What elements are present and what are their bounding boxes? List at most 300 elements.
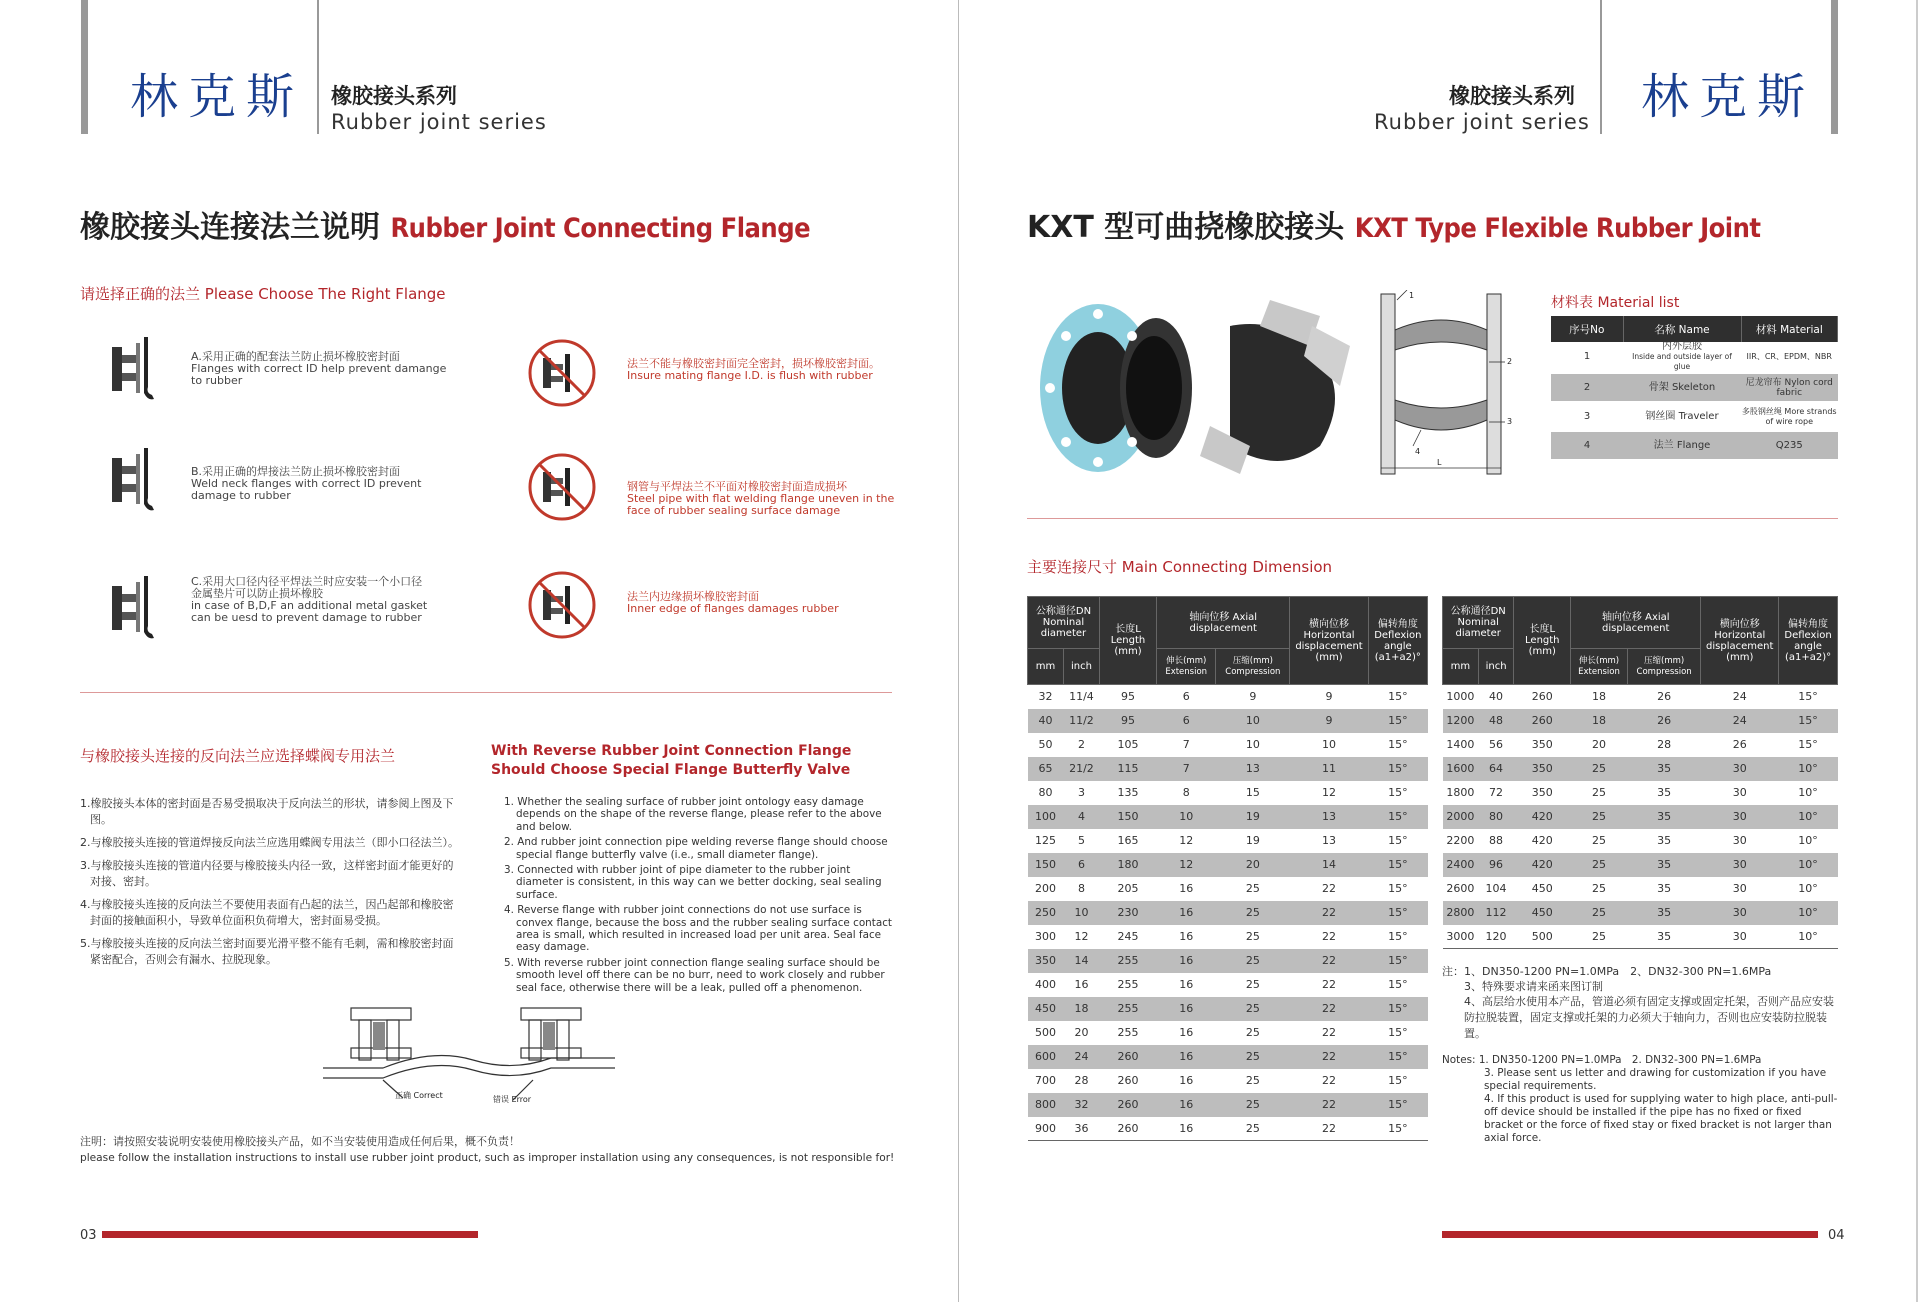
table-cell: 24 [1063, 1045, 1099, 1069]
table-cell: 420 [1514, 805, 1571, 829]
page-title-en: Rubber Joint Connecting Flange [390, 213, 811, 244]
table-cell: 105 [1099, 733, 1156, 757]
table-cell: 9 [1216, 685, 1290, 709]
table-cell: 18 [1063, 997, 1099, 1021]
table-cell: 135 [1099, 781, 1156, 805]
table-row [1028, 685, 1428, 709]
en-point: 3. Connected with rubber joint of pipe diameter to the rubber joint diameter is consistent, in this way can we better docking, seal sealing surface. [504, 864, 882, 901]
header-bar-right [1831, 0, 1838, 134]
reverse-flange-heading-cn: 与橡胶接头连接的反向法兰应选择蝶阀专用法兰 [80, 747, 396, 765]
table-cell: 15° [1368, 973, 1427, 997]
series-title-en-left: Rubber joint series [331, 110, 547, 134]
table-cell: 260 [1514, 709, 1571, 733]
material-row: 4 法兰 Flange Q235 [1551, 431, 1838, 460]
correct-item-c: C.采用大口径内径平焊法兰时应安装一个小口径金属垫片可以防止损坏橡胶 in case of B,D,F an additional metal gasket can be uesd to prevent damage to rubber [191, 575, 428, 624]
table-cell: 13 [1216, 757, 1290, 781]
col-angle: 偏转角度 Deflexion angle (a1+a2)° [1779, 597, 1838, 685]
table-cell: 24 [1701, 685, 1779, 709]
table-cell: 800 [1028, 1093, 1064, 1117]
table-cell: 165 [1099, 829, 1156, 853]
table-cell: 30 [1701, 901, 1779, 925]
table-cell: 350 [1028, 949, 1064, 973]
series-title-cn-left: 橡胶接头系列 [331, 84, 457, 108]
table-cell: 30 [1701, 781, 1779, 805]
cn-point: 4.与橡胶接头连接的反向法兰不要使用表面有凸起的法兰，因凸起部和橡胶密封面的接触面积小，导致单位面积负荷增大，密封面易受损。 [80, 898, 454, 927]
cn-point: 1.橡胶接头本体的密封面是否易受损取决于反向法兰的形状，请参阅上图及下图。 [80, 797, 454, 826]
table-cell: 22 [1290, 949, 1368, 973]
material-row: 1 内外层胶 Inside and outside layer of glue IIR、CR、EPDM、NBR [1551, 342, 1838, 373]
table-cell: 35 [1627, 853, 1701, 877]
table-cell: 15° [1368, 829, 1427, 853]
cn-point: 5.与橡胶接头连接的反向法兰密封面要光滑平整不能有毛刺，需和橡胶密封面紧密配合，否则会有漏水、拉脱现象。 [80, 937, 454, 966]
table-cell: 7 [1157, 757, 1216, 781]
table-cell: 1000 [1443, 685, 1479, 709]
table-cell: 15° [1368, 1069, 1427, 1093]
section-divider-right [1027, 518, 1838, 519]
table-cell: 10 [1157, 805, 1216, 829]
table-row [1028, 757, 1428, 781]
table-cell: 25 [1216, 973, 1290, 997]
table-cell: 35 [1627, 781, 1701, 805]
notes-cn: 注：1、DN350-1200 PN=1.0MPa 2、DN32-300 PN=1.6MPa 3、特殊要求请来函来图订制 4、高层给水使用本产品，管道必须有固定支撑或固定托架，否则产品应安装防拉脱装置，固定支撑或托架的力必须大于轴向力，否则也应安装防拉脱装置。 [1442, 965, 1834, 1040]
header-divider-right [1600, 0, 1602, 134]
table-cell: 12 [1290, 781, 1368, 805]
material-list-heading: 材料表 Material list [1551, 295, 1680, 311]
table-cell: 15° [1368, 1117, 1427, 1141]
table-cell: 25 [1571, 781, 1628, 805]
table-cell: 3000 [1443, 925, 1479, 949]
col-mm: mm [1028, 649, 1064, 685]
table-cell: 9 [1290, 709, 1368, 733]
dimension-heading: 主要连接尺寸 Main Connecting Dimension [1027, 558, 1333, 576]
series-title-en-right: Rubber joint series [1374, 110, 1590, 134]
table-cell: 350 [1514, 733, 1571, 757]
table-cell: 450 [1514, 901, 1571, 925]
table-cell: 120 [1478, 925, 1514, 949]
table-cell: 22 [1290, 1045, 1368, 1069]
table-cell: 1800 [1443, 781, 1479, 805]
table-cell: 25 [1216, 877, 1290, 901]
table-cell: 15° [1368, 781, 1427, 805]
table-cell: 12 [1063, 925, 1099, 949]
reverse-flange-heading-en-2: Should Choose Special Flange Butterfly Valve [491, 762, 851, 778]
table-cell: 22 [1290, 1093, 1368, 1117]
table-row [1443, 877, 1838, 901]
table-cell: 24 [1701, 709, 1779, 733]
table-cell: 96 [1478, 853, 1514, 877]
weld-neck-flange-icon [108, 444, 160, 516]
table-cell: 25 [1216, 1021, 1290, 1045]
table-cell: 16 [1157, 1021, 1216, 1045]
notes-en: Notes: 1. DN350-1200 PN=1.0MPa 2. DN32-300 PN=1.6MPa 3. Please sent us letter and drawing for customization if you have special requirements. 4. If this product is used for supplying water to high place, anti-pull-off device should be installed if the pipe has no fixed or fixed bracket or the force of fixed stay or fixed bracket is not larger than axial force. [1442, 1054, 1838, 1144]
diagram-correct-label: 正确 Correct [395, 1091, 443, 1100]
table-cell: 35 [1627, 757, 1701, 781]
table-cell: 230 [1099, 901, 1156, 925]
table-row [1443, 685, 1838, 709]
dimension-table-1 [1027, 596, 1428, 1141]
table-cell: 255 [1099, 1021, 1156, 1045]
table-cell: 16 [1157, 1093, 1216, 1117]
table-cell: 28 [1063, 1069, 1099, 1093]
table-cell: 260 [1099, 1093, 1156, 1117]
table-cell: 25 [1571, 901, 1628, 925]
table-cell: 2400 [1443, 853, 1479, 877]
col-compression: 压缩(mm) Compression [1627, 649, 1701, 685]
col-extension: 伸长(mm) Extension [1571, 649, 1628, 685]
table-row [1443, 901, 1838, 925]
table-cell: 10° [1779, 901, 1838, 925]
table-row [1443, 733, 1838, 757]
table-cell: 10° [1779, 805, 1838, 829]
table-row [1443, 709, 1838, 733]
table-cell: 15° [1368, 925, 1427, 949]
table-cell: 25 [1216, 1045, 1290, 1069]
rubber-joint-photo-2 [1200, 296, 1360, 478]
table-cell: 10° [1779, 925, 1838, 949]
table-cell: 7 [1157, 733, 1216, 757]
table-cell: 80 [1028, 781, 1064, 805]
table-cell: 25 [1216, 1117, 1290, 1141]
footnote-cn: 注明：请按照安装说明安装使用橡胶接头产品，如不当安装使用造成任何后果，概不负责！ [80, 1135, 520, 1148]
table-cell: 16 [1157, 949, 1216, 973]
table-cell: 25 [1571, 925, 1628, 949]
table-cell: 260 [1099, 1069, 1156, 1093]
table-cell: 25 [1216, 925, 1290, 949]
col-horizontal: 横向位移 Horizontal displacement (mm) [1701, 597, 1779, 685]
wrong-item-1: 法兰不能与橡胶密封面完全密封，损坏橡胶密封面。 Insure mating flange I.D. is flush with rubber [627, 357, 880, 382]
table-cell: 25 [1216, 901, 1290, 925]
correct-item-b: B.采用正确的焊接法兰防止损坏橡胶密封面 Weld neck flanges with correct ID prevent damage to rubber [191, 465, 422, 502]
table-row [1443, 781, 1838, 805]
cross-section-drawing [1371, 290, 1519, 478]
table-cell: 600 [1028, 1045, 1064, 1069]
correct-item-a: A.采用正确的配套法兰防止损坏橡胶密封面 Flanges with correct ID help prevent damange to rubber [191, 350, 447, 387]
table-row [1028, 829, 1428, 853]
page-title-right [1027, 202, 1761, 246]
brand-logo-left: 林克斯 [130, 69, 305, 125]
col-inch: inch [1478, 649, 1514, 685]
table-cell: 15° [1779, 709, 1838, 733]
table-cell: 11/4 [1063, 685, 1099, 709]
table-cell: 25 [1571, 805, 1628, 829]
table-cell: 6 [1063, 853, 1099, 877]
col-length: 长度L Length (mm) [1514, 597, 1571, 685]
table-cell: 18 [1571, 685, 1628, 709]
page-title-en-right: KXT Type Flexible Rubber Joint [1354, 213, 1761, 244]
col-compression: 压缩(mm) Compression [1216, 649, 1290, 685]
table-cell: 25 [1216, 997, 1290, 1021]
table-row [1443, 829, 1838, 853]
en-points-list [504, 796, 894, 997]
table-cell: 16 [1157, 973, 1216, 997]
gasket-flange-icon [108, 572, 160, 644]
table-cell: 30 [1701, 829, 1779, 853]
table-row [1028, 877, 1428, 901]
table-cell: 26 [1627, 685, 1701, 709]
header-divider-left [317, 0, 319, 134]
table-cell: 20 [1216, 853, 1290, 877]
table-cell: 6 [1157, 709, 1216, 733]
table-cell: 300 [1028, 925, 1064, 949]
table-cell: 64 [1478, 757, 1514, 781]
table-cell: 25 [1571, 877, 1628, 901]
table-cell: 14 [1290, 853, 1368, 877]
table-cell: 15° [1368, 997, 1427, 1021]
table-cell: 15° [1368, 709, 1427, 733]
table-cell: 35 [1627, 805, 1701, 829]
table-cell: 10° [1779, 877, 1838, 901]
material-table [1551, 316, 1838, 461]
table-row [1028, 1021, 1428, 1045]
page-title-cn: 橡胶接头连接法兰说明 [80, 210, 380, 245]
table-cell: 40 [1478, 685, 1514, 709]
table-cell: 11/2 [1063, 709, 1099, 733]
table-cell: 19 [1216, 829, 1290, 853]
table-cell: 2000 [1443, 805, 1479, 829]
table-cell: 500 [1514, 925, 1571, 949]
table-cell: 22 [1290, 925, 1368, 949]
wrong-weld-icon [527, 452, 597, 522]
col-dn: 公称通径DN Nominal diameter [1443, 597, 1514, 649]
installation-diagram [323, 998, 615, 1110]
rubber-joint-photo-1 [1036, 296, 1194, 474]
wrong-flange-icon [527, 338, 597, 408]
table-cell: 205 [1099, 877, 1156, 901]
table-cell: 32 [1028, 685, 1064, 709]
table-cell: 420 [1514, 829, 1571, 853]
table-cell: 15° [1368, 685, 1427, 709]
table-row [1028, 1093, 1428, 1117]
table-cell: 15° [1368, 1021, 1427, 1045]
table-cell: 9 [1290, 685, 1368, 709]
table-cell: 16 [1157, 901, 1216, 925]
table-cell: 6 [1157, 685, 1216, 709]
table-cell: 15° [1368, 877, 1427, 901]
table-cell: 16 [1157, 925, 1216, 949]
page-number-right: 04 [1828, 1228, 1845, 1243]
page-bar-left [102, 1231, 478, 1238]
table-cell: 260 [1099, 1117, 1156, 1141]
table-cell: 10° [1779, 829, 1838, 853]
table-cell: 19 [1216, 805, 1290, 829]
table-cell: 15° [1779, 685, 1838, 709]
table-cell: 32 [1063, 1093, 1099, 1117]
table-cell: 12 [1157, 829, 1216, 853]
cn-points-list [80, 796, 464, 975]
table-cell: 16 [1063, 973, 1099, 997]
table-cell: 10° [1779, 853, 1838, 877]
table-row [1028, 925, 1428, 949]
table-cell: 260 [1099, 1045, 1156, 1069]
table-row [1028, 949, 1428, 973]
table-row [1028, 733, 1428, 757]
table-cell: 88 [1478, 829, 1514, 853]
table-row [1028, 1117, 1428, 1141]
table-cell: 20 [1571, 733, 1628, 757]
table-cell: 115 [1099, 757, 1156, 781]
table-cell: 12 [1157, 853, 1216, 877]
table-cell: 22 [1290, 877, 1368, 901]
table-cell: 10° [1779, 757, 1838, 781]
table-cell: 56 [1478, 733, 1514, 757]
table-cell: 16 [1157, 997, 1216, 1021]
table-row [1028, 1045, 1428, 1069]
drawing-label-l: L [1437, 458, 1442, 467]
table-cell: 21/2 [1063, 757, 1099, 781]
page-edge [1916, 0, 1918, 1302]
table-cell: 125 [1028, 829, 1064, 853]
dimension-table-2 [1442, 596, 1838, 949]
table-cell: 500 [1028, 1021, 1064, 1045]
table-cell: 10 [1290, 733, 1368, 757]
table-cell: 4 [1063, 805, 1099, 829]
table-cell: 22 [1290, 901, 1368, 925]
table-cell: 5 [1063, 829, 1099, 853]
drawing-label-3: 3 [1507, 417, 1513, 426]
table-cell: 112 [1478, 901, 1514, 925]
table-cell: 15° [1368, 949, 1427, 973]
table-cell: 65 [1028, 757, 1064, 781]
table-cell: 30 [1701, 877, 1779, 901]
table-row [1028, 853, 1428, 877]
table-cell: 95 [1099, 685, 1156, 709]
table-cell: 25 [1216, 1069, 1290, 1093]
table-cell: 80 [1478, 805, 1514, 829]
table-cell: 95 [1099, 709, 1156, 733]
col-inch: inch [1063, 649, 1099, 685]
table-cell: 30 [1701, 925, 1779, 949]
en-point: 4. Reverse flange with rubber joint connections do not use surface is convex flange, because the boss and the rubber sealing surface contact area is small, which resulted in increased load per unit area. Seal face easy damage. [504, 904, 893, 954]
table-cell: 400 [1028, 973, 1064, 997]
table-cell: 14 [1063, 949, 1099, 973]
col-dn: 公称通径DN Nominal diameter [1028, 597, 1100, 649]
table-row [1443, 757, 1838, 781]
table-cell: 450 [1028, 997, 1064, 1021]
table-cell: 22 [1290, 1069, 1368, 1093]
table-cell: 450 [1514, 877, 1571, 901]
table-cell: 900 [1028, 1117, 1064, 1141]
table-row [1028, 709, 1428, 733]
table-cell: 3 [1063, 781, 1099, 805]
table-cell: 15° [1368, 733, 1427, 757]
table-cell: 255 [1099, 949, 1156, 973]
table-cell: 15° [1368, 901, 1427, 925]
table-cell: 22 [1290, 1117, 1368, 1141]
table-cell: 260 [1514, 685, 1571, 709]
table-cell: 16 [1157, 1117, 1216, 1141]
table-cell: 150 [1099, 805, 1156, 829]
table-cell: 25 [1216, 949, 1290, 973]
drawing-label-2: 2 [1507, 357, 1513, 366]
table-cell: 16 [1157, 1069, 1216, 1093]
table-cell: 35 [1627, 877, 1701, 901]
table-cell: 40 [1028, 709, 1064, 733]
section-divider-left [80, 692, 892, 693]
table-cell: 250 [1028, 901, 1064, 925]
table-cell: 13 [1290, 829, 1368, 853]
en-point: 5. With reverse rubber joint connection flange sealing surface should be smooth level off there can be no burr, need to work closely and rubber seal face, otherwise there will be a leak, pulled off a phenomenon. [504, 956, 885, 994]
col-length: 长度L Length (mm) [1099, 597, 1156, 685]
table-cell: 104 [1478, 877, 1514, 901]
en-point: 2. And rubber joint connection pipe welding reverse flange should choose special flange butterfly valve (i.e., small diameter flange). [504, 836, 888, 861]
table-cell: 16 [1157, 877, 1216, 901]
col-axial: 轴向位移 Axial displacement [1157, 597, 1290, 649]
table-cell: 10 [1216, 733, 1290, 757]
table-cell: 25 [1571, 853, 1628, 877]
table-cell: 2800 [1443, 901, 1479, 925]
table-cell: 1400 [1443, 733, 1479, 757]
table-cell: 180 [1099, 853, 1156, 877]
table-cell: 15° [1368, 1093, 1427, 1117]
table-row [1028, 805, 1428, 829]
table-cell: 150 [1028, 853, 1064, 877]
drawing-label-1: 1 [1409, 291, 1415, 300]
table-cell: 15° [1368, 853, 1427, 877]
table-cell: 255 [1099, 997, 1156, 1021]
table-cell: 13 [1290, 805, 1368, 829]
col-axial: 轴向位移 Axial displacement [1571, 597, 1701, 649]
table-cell: 15° [1368, 805, 1427, 829]
table-cell: 8 [1157, 781, 1216, 805]
header-bar-left [81, 0, 88, 134]
material-row: 2 骨架 Skeleton 尼龙帘布 Nylon cord fabric [1551, 373, 1838, 402]
material-col-name: 名称 Name [1623, 316, 1741, 342]
table-row [1028, 997, 1428, 1021]
table-cell: 420 [1514, 853, 1571, 877]
table-cell: 50 [1028, 733, 1064, 757]
page-number-left: 03 [80, 1228, 97, 1243]
wrong-item-3: 法兰内边缘损坏橡胶密封面 Inner edge of flanges damages rubber [627, 590, 839, 615]
table-cell: 72 [1478, 781, 1514, 805]
table-cell: 35 [1627, 901, 1701, 925]
table-row [1443, 805, 1838, 829]
table-cell: 26 [1701, 733, 1779, 757]
cn-point: 3.与橡胶接头连接的管道内径要与橡胶接头内径一致，这样密封面才能更好的对接、密封。 [80, 859, 454, 888]
cn-point: 2.与橡胶接头连接的管道焊接反向法兰应选用蝶阀专用法兰（即小口径法兰）。 [80, 836, 459, 849]
table-row [1028, 973, 1428, 997]
table-row [1443, 853, 1838, 877]
material-col-material: 材料 Material [1741, 316, 1838, 342]
table-cell: 26 [1627, 709, 1701, 733]
table-row [1028, 781, 1428, 805]
table-cell: 18 [1571, 709, 1628, 733]
table-cell: 200 [1028, 877, 1064, 901]
table-cell: 10 [1216, 709, 1290, 733]
table-cell: 48 [1478, 709, 1514, 733]
drawing-label-4: 4 [1415, 447, 1421, 456]
table-cell: 22 [1290, 997, 1368, 1021]
col-horizontal: 横向位移 Horizontal displacement (mm) [1290, 597, 1368, 685]
diagram-error-label: 错误 Error [493, 1095, 532, 1104]
table-cell: 15° [1779, 733, 1838, 757]
table-cell: 20 [1063, 1021, 1099, 1045]
col-angle: 偏转角度 Deflexion angle (a1+a2)° [1368, 597, 1427, 685]
page-bar-right [1442, 1231, 1818, 1238]
table-cell: 1600 [1443, 757, 1479, 781]
table-cell: 28 [1627, 733, 1701, 757]
table-cell: 22 [1290, 973, 1368, 997]
table-cell: 15° [1368, 757, 1427, 781]
table-cell: 1200 [1443, 709, 1479, 733]
en-point: 1. Whether the sealing surface of rubber joint ontology easy damage depends on the shape of the reverse flange, please refer to the above and below. [504, 796, 882, 833]
table-cell: 36 [1063, 1117, 1099, 1141]
col-mm: mm [1443, 649, 1479, 685]
wrong-item-2: 钢管与平焊法兰不平面对橡胶密封面造成损坏 Steel pipe with flat welding flange uneven in the face of rubber sealing surface damage [627, 480, 895, 517]
table-cell: 255 [1099, 973, 1156, 997]
table-cell: 2600 [1443, 877, 1479, 901]
table-cell: 11 [1290, 757, 1368, 781]
material-row: 3 钢丝圈 Traveler 多股钢丝绳 More strands of wire rope [1551, 402, 1838, 431]
